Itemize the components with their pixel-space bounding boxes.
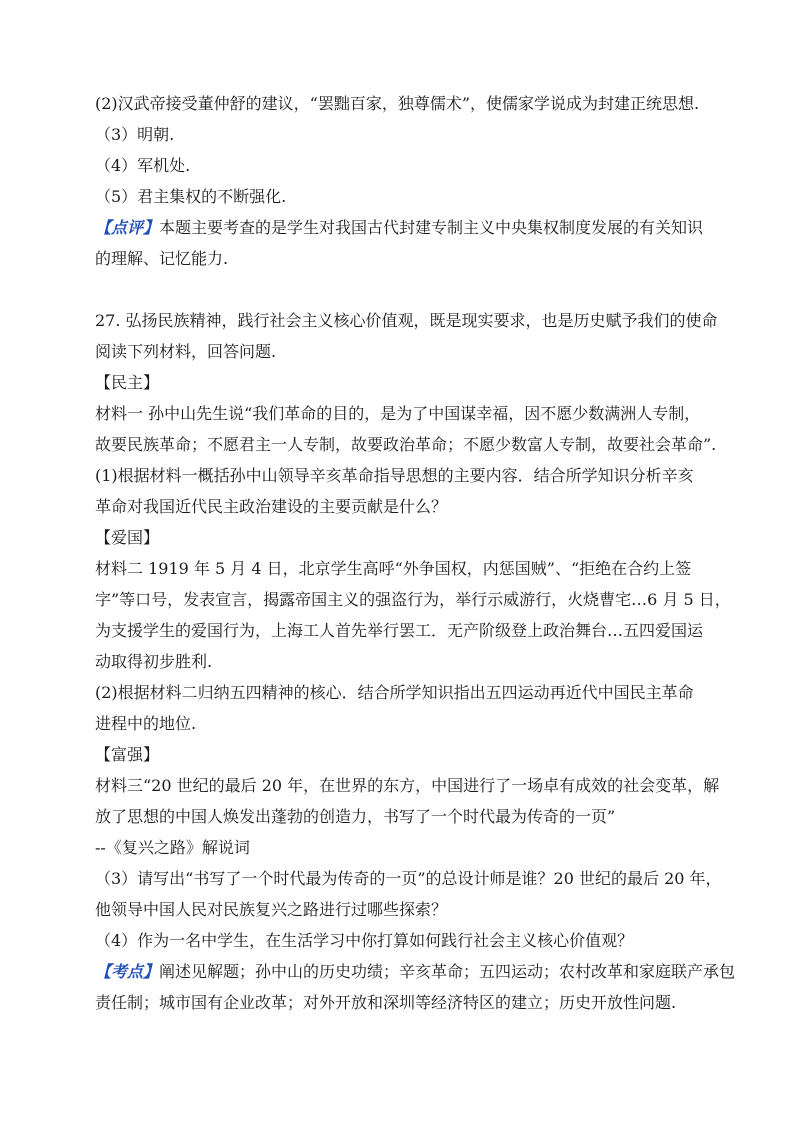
kaodian-line-2: 责任制；城市国有企业改革；对外开放和深圳等经济特区的建立；历史开放性问题.: [95, 993, 677, 1012]
material-3-line-2: 放了思想的中国人焕发出蓬勃的创造力，书写了一个时代最为传奇的一页”: [95, 807, 616, 826]
answer-line-3: （3）明朝.: [95, 125, 175, 144]
material-3-source: --《复兴之路》解说词: [95, 838, 250, 857]
material-1-line-2: 故要民族革命；不愿君主一人专制，故要政治革命；不愿少数富人专制，故要社会革命”.: [95, 435, 717, 454]
comment-text: 本题主要考查的是学生对我国古代封建专制主义中央集权制度发展的有关知识: [159, 218, 704, 237]
spacer: [95, 274, 715, 305]
question-intro-2: 阅读下列材料，回答问题.: [95, 342, 277, 361]
section-prosperity: 【富强】: [95, 745, 160, 764]
kaodian-tag: 【考点】: [95, 962, 160, 981]
material-2-line-1: 材料二 1919 年 5 月 4 日，北京学生高呼“外争国权，内惩国贼”、“拒绝在合约上签: [95, 559, 692, 578]
section-patriotism: 【爱国】: [95, 528, 160, 547]
comment-line-2: 的理解、记忆能力.: [95, 249, 229, 268]
question-2-line-2: 进程中的地位.: [95, 714, 197, 733]
comment-line-1: [95, 212, 715, 243]
answer-line-2: (2)汉武帝接受董仲舒的建议，“罢黜百家，独尊儒术”，使儒家学说成为封建正统思想.: [95, 94, 700, 113]
material-2-line-2: 字”等口号，发表宣言，揭露帝国主义的强盗行为，举行示威游行，火烧曹宅…6 月 5 日，: [95, 590, 731, 609]
section-democracy: 【民主】: [95, 373, 160, 392]
material-3-line-1: 材料三“20 世纪的最后 20 年，在世界的东方，中国进行了一场卓有成效的社会变革，解: [95, 776, 720, 795]
question-1-line-2: 革命对我国近代民主政治建设的主要贡献是什么？: [95, 497, 448, 516]
material-2-line-3: 为支援学生的爱国行为，上海工人首先举行罢工．无产阶级登上政治舞台…五四爱国运: [95, 621, 704, 640]
question-1-line-1: (1)根据材料一概括孙中山领导辛亥革命指导思想的主要内容．结合所学知识分析辛亥: [95, 466, 694, 485]
kaodian-text: 阐述见解题；孙中山的历史功绩；辛亥革命；五四运动；农村改革和家庭联产承包: [159, 962, 736, 981]
answer-line-4: （4）军机处.: [95, 156, 191, 175]
question-3-line-1: （3）请写出“书写了一个时代最为传奇的一页”的总设计师是谁？20 世纪的最后 20 年，: [95, 869, 722, 888]
document-page: [95, 88, 736, 1018]
material-2-line-4: 动取得初步胜利.: [95, 652, 213, 671]
kaodian-line-1: [95, 956, 736, 987]
question-2-line-1: (2)根据材料二归纳五四精神的核心．结合所学知识指出五四运动再近代中国民主革命: [95, 683, 694, 702]
comment-tag: 【点评】: [95, 218, 160, 237]
question-4: （4）作为一名中学生，在生活学习中你打算如何践行社会主义核心价值观？: [95, 931, 634, 950]
question-3-line-2: 他领导中国人民对民族复兴之路进行过哪些探索？: [95, 900, 448, 919]
material-1-line-1: 材料一 孙中山先生说“我们革命的目的，是为了中国谋幸福，因不愿少数满洲人专制，: [95, 404, 701, 423]
answer-line-5: （5）君主集权的不断强化.: [95, 187, 287, 206]
question-intro-1: 27. 弘扬民族精神，践行社会主义核心价值观，既是现实要求，也是历史赋予我们的使命: [95, 311, 718, 330]
